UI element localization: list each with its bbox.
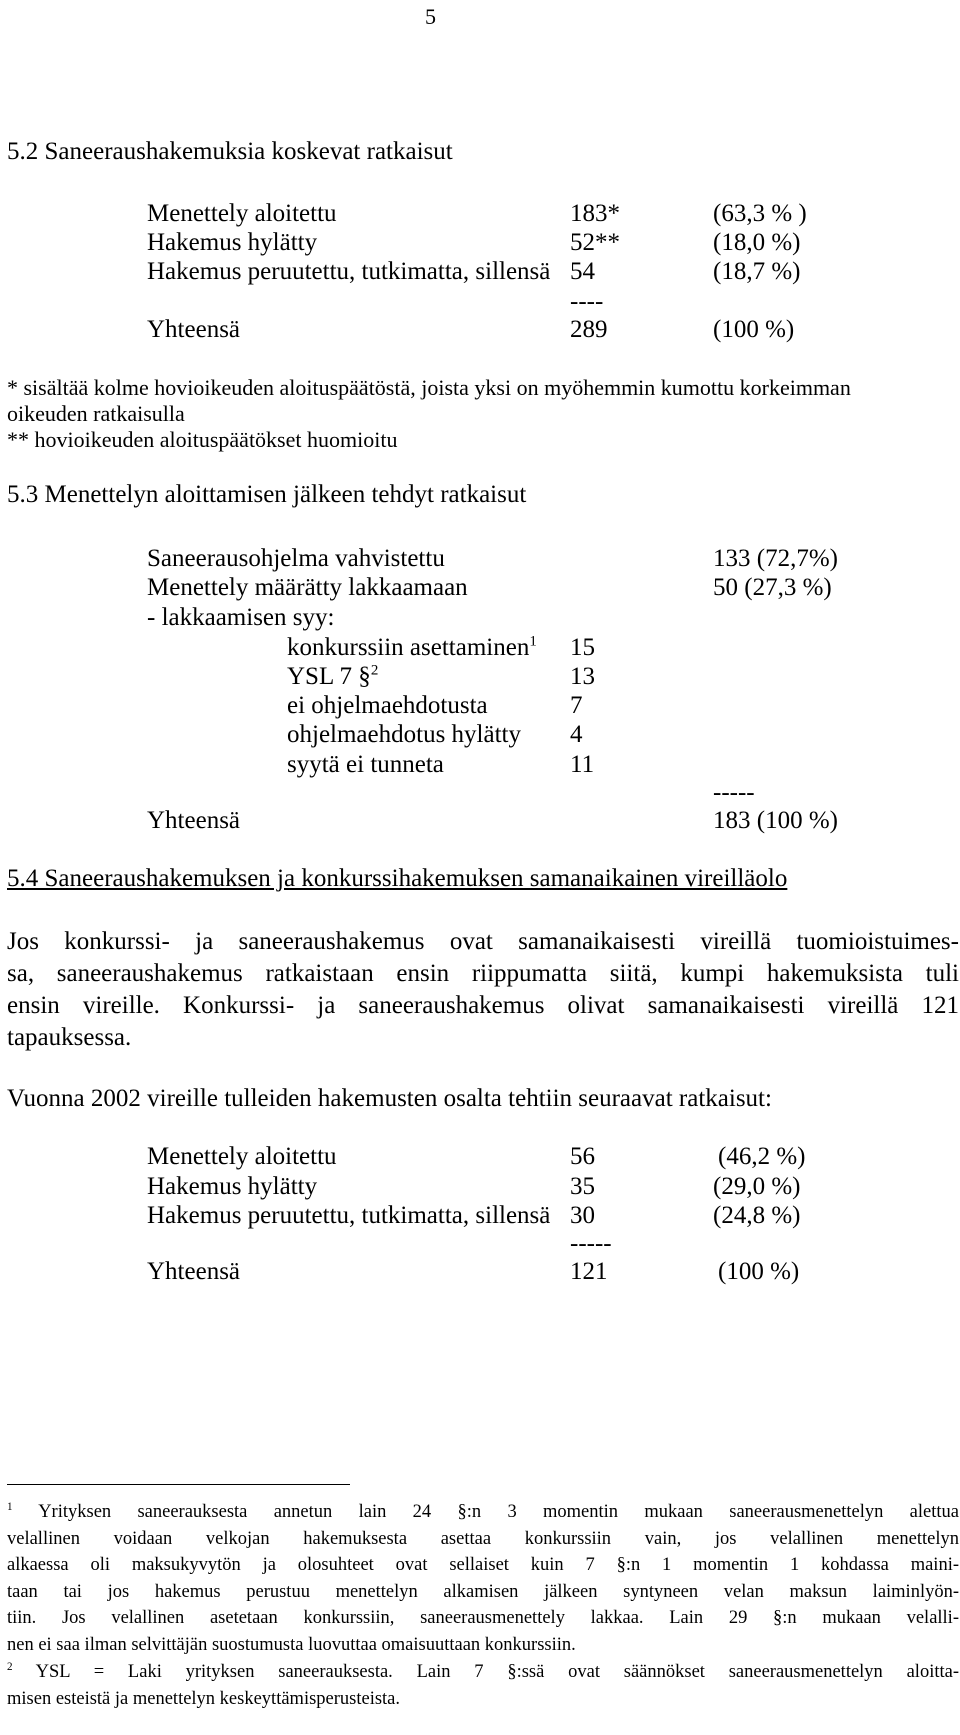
s53-total-value: 183 (100 %) (713, 807, 838, 834)
s53-row-label: Menettely määrätty lakkaamaan (147, 574, 468, 601)
s52-row-pct: (18,7 %) (713, 258, 801, 285)
footnote-separator (7, 1484, 350, 1485)
s53-row-value: 133 (72,7%) (713, 545, 838, 572)
s52-note: * sisältää kolme hovioikeuden aloituspäätöstä, joista yksi on myöhemmin kumottu korkeimman (7, 375, 851, 400)
s52-total-label: Yhteensä (147, 316, 241, 343)
s53-reason: konkurssiin asettaminen$^1$ (287, 633, 537, 661)
s54-total-label: Yhteensä (147, 1258, 241, 1285)
s54-total-pct: (100 %) (718, 1258, 800, 1285)
s52-note: ** hovioikeuden aloituspäätökset huomioitu (7, 427, 398, 452)
s53-reason: ohjelmaehdotus hylätty (287, 721, 521, 748)
s52-row-pct: (18,0 %) (713, 229, 801, 256)
s53-total-label: Yhteensä (147, 807, 241, 834)
s53-reason: syytä ei tunneta (287, 751, 444, 778)
section-5-2-heading: 5.2 Saneeraushakemuksia koskevat ratkaisut (7, 138, 453, 165)
s54-dash: ----- (570, 1230, 612, 1257)
s54-row-label: Menettely aloitettu (147, 1143, 337, 1170)
s53-reason-count: 7 (570, 692, 583, 719)
s53-reason: ei ohjelmaehdotusta (287, 692, 488, 719)
s52-row-label: Hakemus hylätty (147, 229, 318, 256)
s53-reason-count: 15 (570, 634, 595, 661)
s52-total-count: 289 (570, 316, 608, 343)
s54-row-label: Hakemus peruutettu, tutkimatta, sillensä (147, 1202, 551, 1229)
s54-row-pct: (46,2 %) (718, 1143, 806, 1170)
s54-row-label: Hakemus hylätty (147, 1173, 318, 1200)
s54-paragraph-1: Jos konkurssi- ja saneeraushakemus ovat samanaikaisesti vireillä tuomioistuimes- sa, saneeraushakemus ratkaistaan ensin riippumatta siitä, kumpi hakemuksista tuli ensin vireille. Konkurssi- ja saneeraushakemus olivat samanaikaisesti vireillä 121 tapauksessa. (7, 928, 959, 1051)
s52-row-count: 183* (570, 200, 620, 227)
s54-total-count: 121 (570, 1258, 608, 1285)
s54-row-count: 35 (570, 1173, 595, 1200)
s54-paragraph-2: Vuonna 2002 vireille tulleiden hakemusten osalta tehtiin seuraavat ratkaisut: (7, 1085, 772, 1112)
footnote-1: $^1$ Yrityksen saneerauksesta annetun lain 24 §:n 3 momentin mukaan saneerausmenettelyn alettua velallinen voidaan velkojan hakemuksesta asettaa konkurssiin vain, jos velallinen menettelyn alkaessa oli maksukyvytön ja olosuhteet ovat sellaiset kuin 7 §:n 1 momentin 1 kohdassa maini- taan tai jos hakemus perustuu menettelyn alkamisen jälkeen syntyneen velan maksun laiminlyön- tiin. Jos velallinen asetetaan konkurssiin, saneerausmenettely lakkaa. Lain 29 §:n mukaan velalli- nen ei saa ilman selvittäjän suostumusta luovuttaa omaisuuttaan konkurssiin. (7, 1500, 959, 1655)
s53-reason-count: 11 (570, 751, 595, 778)
s52-note: oikeuden ratkaisulla (7, 401, 185, 426)
s54-row-pct: (29,0 %) (713, 1173, 801, 1200)
s54-row-count: 30 (570, 1202, 595, 1229)
s53-row-value: 50 (27,3 %) (713, 574, 832, 601)
s52-total-pct: (100 %) (713, 316, 795, 343)
s54-row-count: 56 (570, 1143, 595, 1170)
s52-row-label: Menettely aloitettu (147, 200, 337, 227)
s52-row-count: 52** (570, 229, 620, 256)
s52-row-label: Hakemus peruutettu, tutkimatta, sillensä (147, 258, 551, 285)
footnote-2: $^2$ YSL = Laki yrityksen saneerauksesta. Lain 7 §:ssä ovat säännökset saneerausmenettelyn aloitta- misen esteistä ja menettelyn keskeyttämisperusteista. (7, 1660, 959, 1709)
s53-reason-count: 13 (570, 663, 595, 690)
page-number: 5 (425, 4, 436, 29)
s52-dash: ---- (570, 288, 604, 315)
s53-dash: ----- (713, 779, 755, 806)
s53-reason-label: - lakkaamisen syy: (147, 604, 335, 631)
section-5-4-heading: 5.4 Saneeraushakemuksen ja konkurssihakemuksen samanaikainen vireilläolo (7, 865, 788, 892)
section-5-3-heading: 5.3 Menettelyn aloittamisen jälkeen tehdyt ratkaisut (7, 481, 527, 508)
s53-reason-count: 4 (570, 721, 583, 748)
s53-row-label: Saneerausohjelma vahvistettu (147, 545, 445, 572)
s54-row-pct: (24,8 %) (713, 1202, 801, 1229)
s53-reason: YSL 7 §$^2$ (287, 662, 379, 690)
s52-row-pct: (63,3 % ) (713, 200, 807, 227)
s52-row-count: 54 (570, 258, 595, 285)
